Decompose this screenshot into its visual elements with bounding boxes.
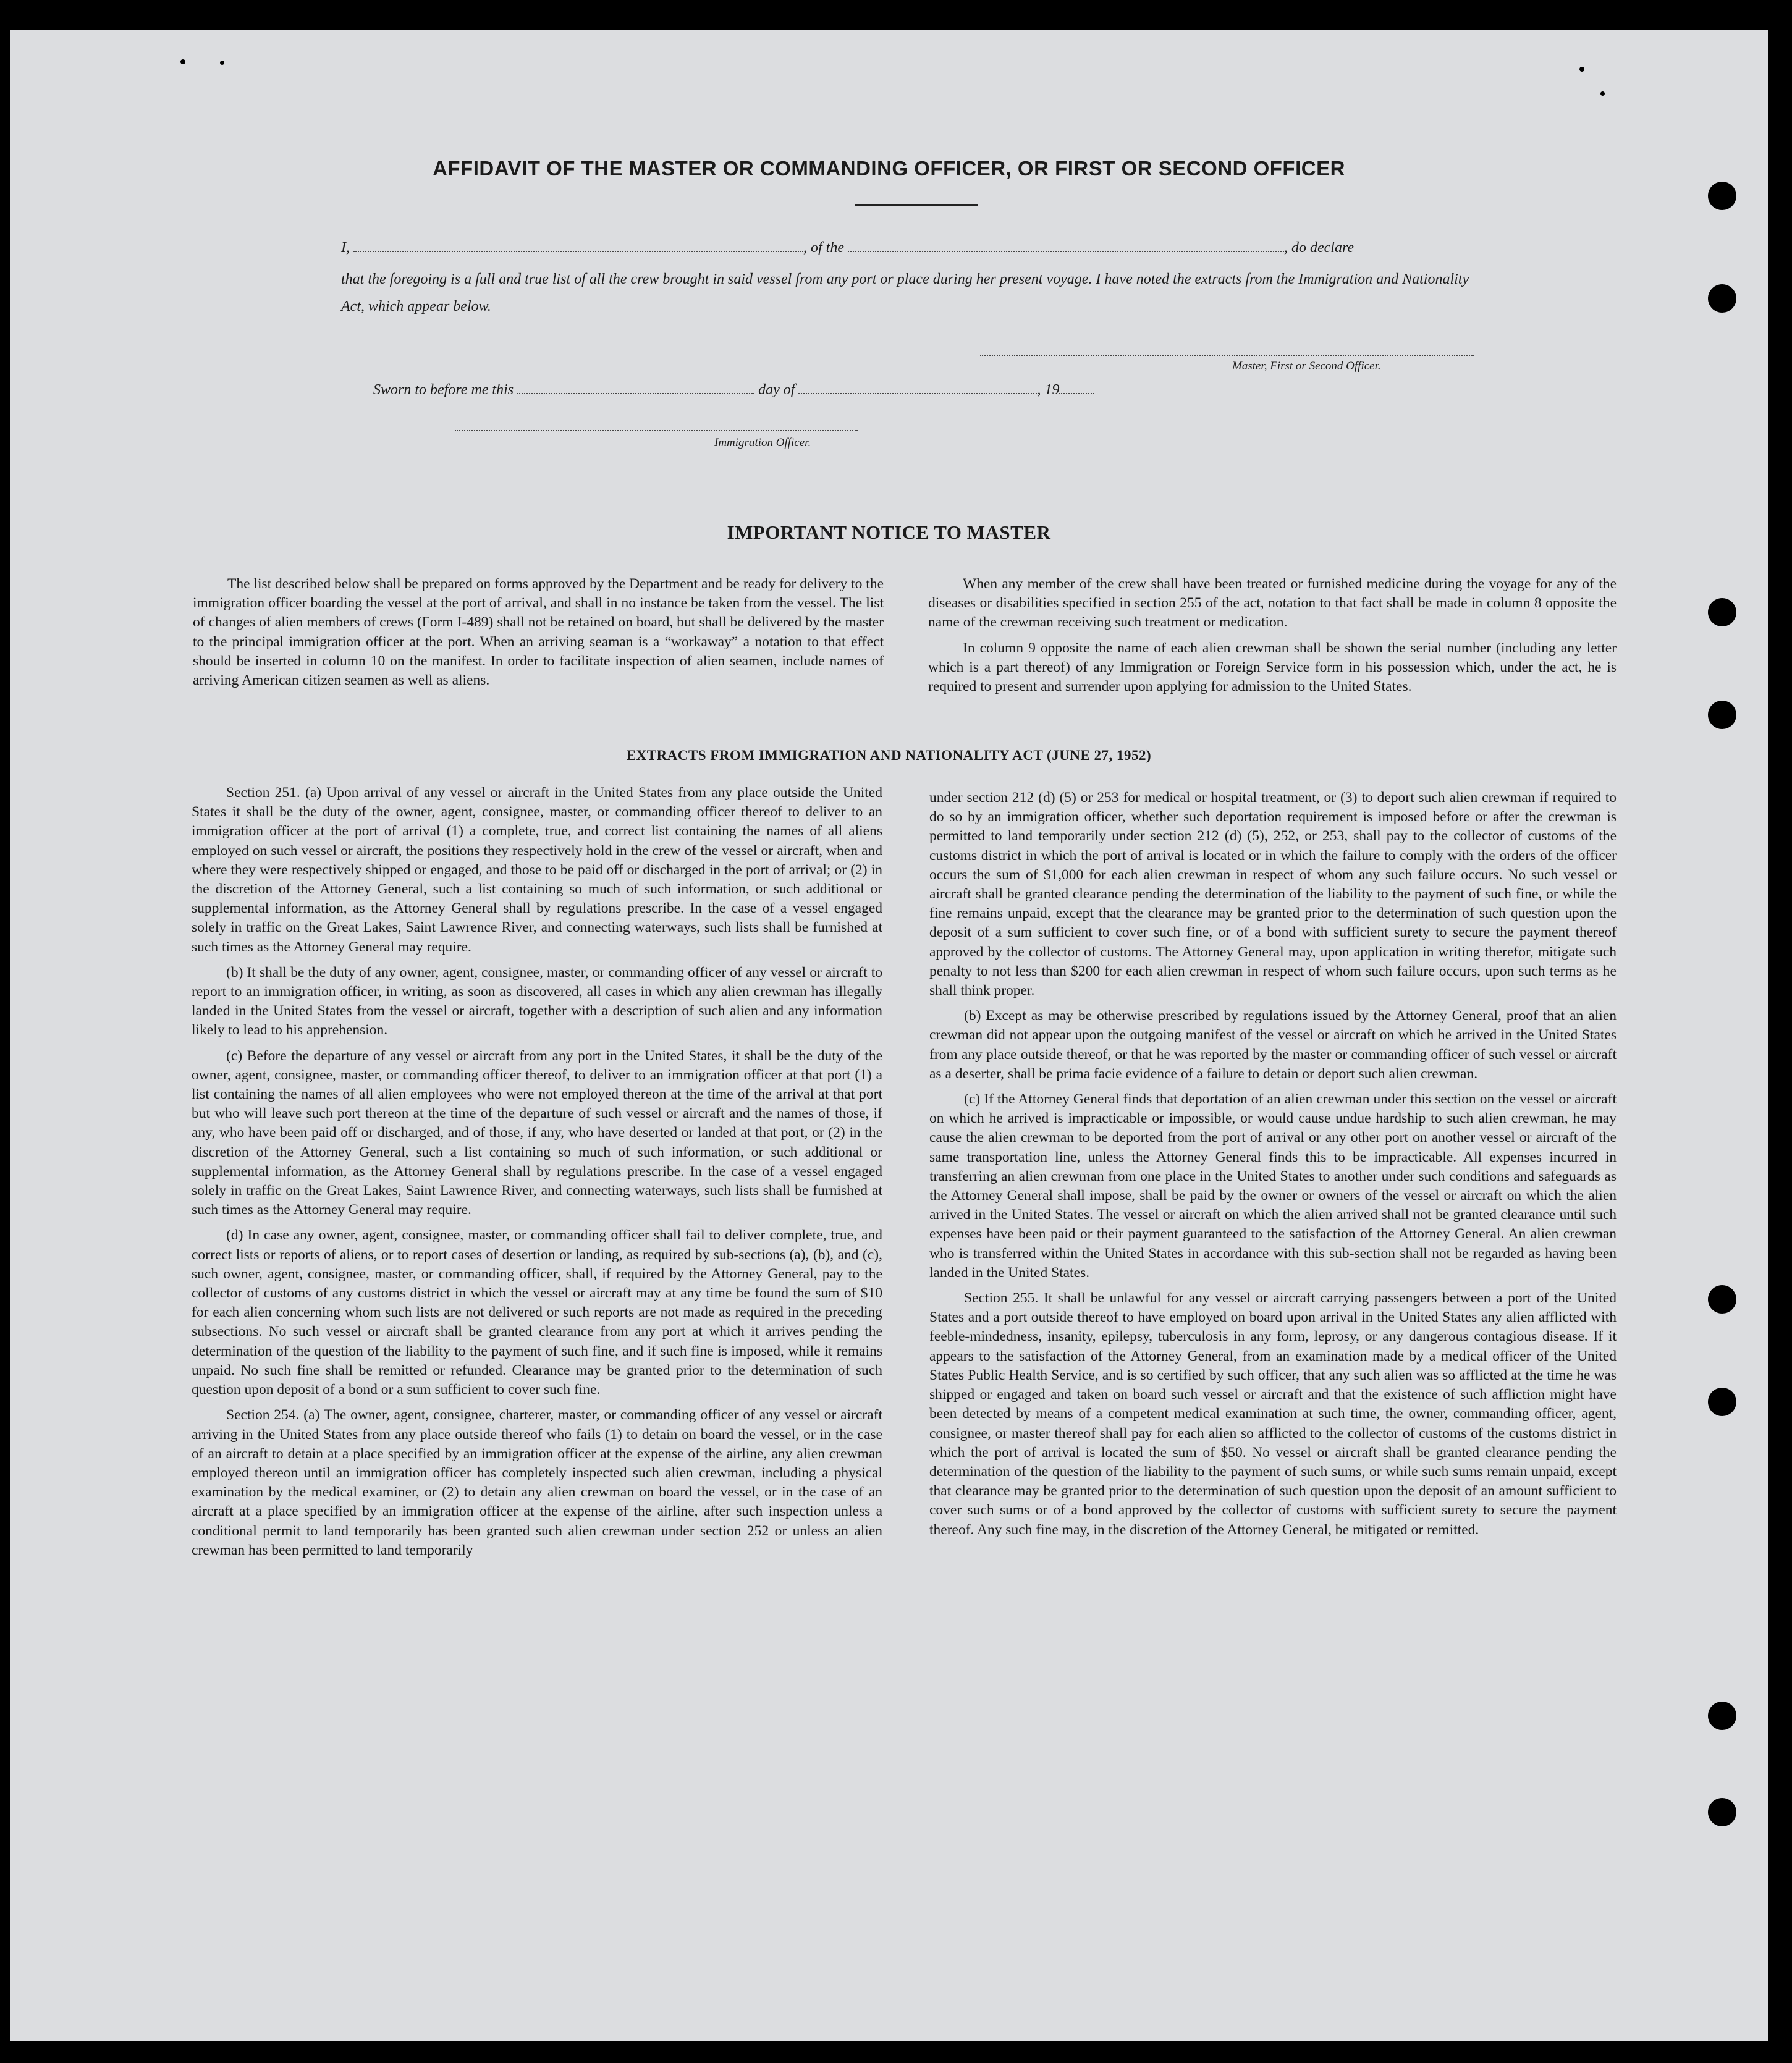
binder-hole: [1708, 1702, 1736, 1730]
paragraph: Section 255. It shall be unlawful for any vessel or aircraft carrying passengers between a port of the United States and a port outside thereof to have employed on board upon arrival in the United States any alien afflicted with feeble-mindedness, insanity, epilepsy, tuberculosis in any form, leprosy, or any dangerous contagious disease. If it appears to the satisfaction of the Attorney General, from an examination made by a medical officer of the United States Public Health Service, and is so certified by such officer, that any such alien was so afflicted at the time he was shipped or engaged and taken on board such vessel or aircraft and that the existence of such affliction might have been detected by means of a competent medical examination at such time, the owner, commanding officer, agent, consignee, or master thereof shall pay for each alien so afflicted to the collector of customs of the customs district in which the port of arrival is located the sum of $50. No vessel or aircraft shall be granted clearance pending the determination of the question of the liability to the payment of such sums, or while such sums remain unpaid, except that clearance may be granted prior to the determination of such question upon the deposit of an amount sufficient to cover such sums or of a bond approved by the collector of customs with sufficient surety to secure the payment thereof. Any such fine may, in the discretion of the Attorney General, be mitigated or remitted.: [929, 1290, 1617, 1538]
paper-speck: [180, 59, 185, 64]
binder-hole: [1708, 182, 1736, 210]
sworn-line: [373, 382, 1094, 399]
title-rule: [855, 204, 978, 206]
paragraph: (c) Before the departure of any vessel or aircraft from any port in the United States, it shall be the duty of the owner, agent, consignee, master, or commanding officer thereof, to deliver to an immigration officer at that port (1) a list containing the names of all alien employees who were not employed thereon at the time of the arrival at that port but who will leave such port thereon at the time of the departure of such vessel or aircraft and the names of those, if any, who have been paid off or discharged, and of those, if any, who have deserted or landed at that port, or (2) in the discretion of the Attorney General, such a list containing so much of such information, or such additional or supplemental information, as the Attorney General shall by regulations prescribe. In the case of a vessel engaged solely in traffic on the Great Lakes, Saint Lawrence River, and connecting waterways, such lists shall be furnished at such times as the Attorney General may require.: [192, 1047, 882, 1218]
paragraph: (b) It shall be the duty of any owner, agent, consignee, master, or commanding officer of any vessel or aircraft to report to an immigration officer, in writing, as soon as discovered, all cases in which any alien crewman has illegally landed in the United States from the vessel or aircraft, together with a description of such alien and any information likely to lead to his apprehension.: [192, 964, 882, 1039]
paragraph: When any member of the crew shall have been treated or furnished medicine during the voyage for any of the diseases or disabilities specified in section 255 of the act, notation to that fact shall be made in column 8 opposite the name of the crewman receiving such treatment or medication.: [928, 576, 1617, 631]
paragraph: Section 251. (a) Upon arrival of any vessel or aircraft in the United States from any place outside the United States it shall be the duty of the owner, agent, consignee, master, or commanding officer thereof to deliver to an immigration officer at the port of arrival (1) a complete, true, and correct list containing the names of all aliens employed on such vessel or aircraft, the positions they respectively hold in the crew of the vessel or aircraft, when and where they were respectively shipped or engaged, and those to be paid off or discharged in the port of arrival; or (2) in the discretion of the Attorney General, such a list containing so much of such information, or such additional or supplemental information, as the Attorney General shall by regulations prescribe. In the case of a vessel engaged solely in traffic on the Great Lakes, Saint Lawrence River, and connecting waterways, such lists shall be furnished at such times as the Attorney General may require.: [192, 785, 882, 955]
notice-left-column: [193, 575, 884, 696]
document-page: [10, 30, 1768, 2041]
sworn-label: Sworn to before me this: [373, 382, 514, 398]
affidavit-text: that the foregoing is a full and true list of all the crew brought in said vessel from any port or place during her present voyage. I have noted the extracts from the Immigration and Nationality Act, which appear below.: [341, 271, 1469, 314]
binder-hole: [1708, 1798, 1736, 1826]
sworn-day-field[interactable]: [517, 384, 754, 394]
year-label: , 19: [1037, 382, 1060, 398]
notice-right-column: [928, 575, 1617, 702]
binder-hole: [1708, 1388, 1736, 1416]
extracts-right-column: [929, 788, 1617, 1546]
paragraph: In column 9 opposite the name of each alien crewman shall be shown the serial number (including any letter which is a part thereof) of any Immigration or Foreign Service form in his possession which, under the act, he is required to present and surrender upon applying for admission to the United States.: [928, 639, 1617, 695]
binder-hole: [1708, 1285, 1736, 1314]
paper-speck: [1600, 91, 1605, 96]
paragraph: (b) Except as may be otherwise prescribed by regulations issued by the Attorney General, proof that an alien crewman did not appear upon the outgoing manifest of the vessel or aircraft on which he arrived in the United States from any place outside thereof, or that he was reported by the master or commanding officer of such vessel or aircraft as a deserter, shall be prima facie evidence of a failure to detain or deport such alien crewman.: [929, 1008, 1617, 1082]
master-signature-field[interactable]: [980, 355, 1474, 356]
paragraph: under section 212 (d) (5) or 253 for medical or hospital treatment, or (3) to deport such alien crewman if required to do so by an immigration officer, whether such deportation requirement is imposed before or after the crewman is permitted to land temporarily under section 212 (d) (5), 252, or 253, shall pay to the collector of customs of the customs district in which the port of arrival is located or in which the failure to comply with the orders of the officer occurs the sum of $1,000 for each alien crewman in respect of whom any such failure occurs. No such vessel or aircraft shall be granted clearance pending the determination of the liability to the payment of such fine, or while the fine remains unpaid, except that the clearance may be granted prior to the determination of such question upon the deposit of a sum sufficient to cover such fine, or of a bond with sufficient surety to secure the payment thereof approved by the collector of customs. The Attorney General may, upon application in writing therefor, mitigate such penalty to not less than $200 for each alien crewman in respect of whom such failure occurs, upon such terms as he shall think proper.: [929, 790, 1617, 999]
day-of-label: day of: [758, 382, 795, 398]
extracts-title: EXTRACTS FROM IMMIGRATION AND NATIONALITY ACT (JUNE 27, 1952): [626, 748, 1152, 763]
vessel-name-field[interactable]: [848, 242, 1284, 252]
paragraph: (c) If the Attorney General finds that deportation of an alien crewman under this section on the vessel or aircraft on which he arrived is impracticable or impossible, or would cause undue hardship to such alien crewman, he may cause the alien crewman to be deported from the port of arrival or any other port on another vessel or aircraft of the same transportation line, unless the Attorney General finds this to be impracticable. All expenses incurred in transferring an alien crewman from one place in the United States to another under such conditions and safeguards as the Attorney General shall impose, shall be paid by the owner or owners of the vessel or aircraft on which the alien arrived in the United States. The vessel or aircraft on which the alien arrived shall not be granted clearance until such expenses have been paid or their payment guaranteed to the satisfaction of the Attorney General. An alien crewman who is transferred within the United States in accordance with this sub-section shall not be regarded as having been landed in the United States.: [929, 1091, 1617, 1281]
immigration-officer-signature-field[interactable]: [455, 430, 858, 431]
affidavit-declaration-line: [341, 240, 1354, 256]
declare-label: , do declare: [1284, 240, 1355, 256]
declarant-label: I,: [341, 240, 350, 256]
paper-speck: [1579, 67, 1584, 72]
of-the-label: , of the: [803, 240, 844, 256]
affidavit-title: AFFIDAVIT OF THE MASTER OR COMMANDING OFFICER, OR FIRST OR SECOND OFFICER: [433, 157, 1345, 180]
paragraph: (d) In case any owner, agent, consignee, master, or commanding officer shall fail to deliver complete, true, and correct lists or reports of aliens, or to report cases of desertion or landing, as required by sub-sections (a), (b), and (c), such owner, agent, consignee, master, or commanding officer, shall, if required by the Attorney General, pay to the collector of customs of any customs district in which the vessel or aircraft may at any time be found the sum of $10 for each alien concerning whom such lists are not delivered or such reports are not made as required in the preceding subsections. No such vessel or aircraft shall be granted clearance from any port at which it arrives pending the determination of the question of the liability to the payment of such fine, and if such fine is imposed, while it remains unpaid. No such fine shall be remitted or refunded. Clearance may be granted prior to the determination of such question upon deposit of a bond or a sum sufficient to cover such fine.: [192, 1227, 882, 1398]
binder-hole: [1708, 701, 1736, 729]
sworn-year-field[interactable]: [1059, 384, 1094, 394]
paragraph: The list described below shall be prepared on forms approved by the Department and be ready for delivery to the immigration officer boarding the vessel at the port of arrival, and shall in no instance be taken from the vessel. The list of changes of alien members of crews (Form I-489) shall not be retained on board, but shall be delivered by the master to the principal immigration officer at the port. When an arriving seaman is a “workaway” a notation to that effect should be inserted in column 10 on the manifest. In order to facilitate inspection of alien seamen, include names of arriving American citizen seamen as well as aliens.: [193, 576, 884, 689]
sworn-month-field[interactable]: [798, 384, 1037, 394]
extracts-left-column: [192, 783, 882, 1566]
master-signature-caption: Master, First or Second Officer.: [1232, 360, 1381, 373]
binder-hole: [1708, 284, 1736, 313]
binder-hole: [1708, 598, 1736, 626]
paper-speck: [220, 61, 224, 65]
paragraph: Section 254. (a) The owner, agent, consignee, charterer, master, or commanding officer of any vessel or aircraft arriving in the United States from any place outside thereof who fails (1) to detain on board the vessel, or in the case of an aircraft to detain at a place specified by an immigration officer at the expense of the airline, any alien crewman employed thereon until an immigration officer has completely inspected such alien crewman, including a physical examination by the medical examiner, or (2) to detain any alien crewman on board the vessel, or in the case of an aircraft at a place specified by an immigration officer at the expense of the airline, after such inspection unless a conditional permit to land temporarily has been granted such alien crewman under section 252 or unless an alien crewman has been permitted to land temporarily: [192, 1407, 882, 1558]
immigration-officer-caption: Immigration Officer.: [714, 436, 811, 449]
declarant-name-field[interactable]: [353, 242, 803, 252]
notice-title: IMPORTANT NOTICE TO MASTER: [727, 521, 1051, 543]
